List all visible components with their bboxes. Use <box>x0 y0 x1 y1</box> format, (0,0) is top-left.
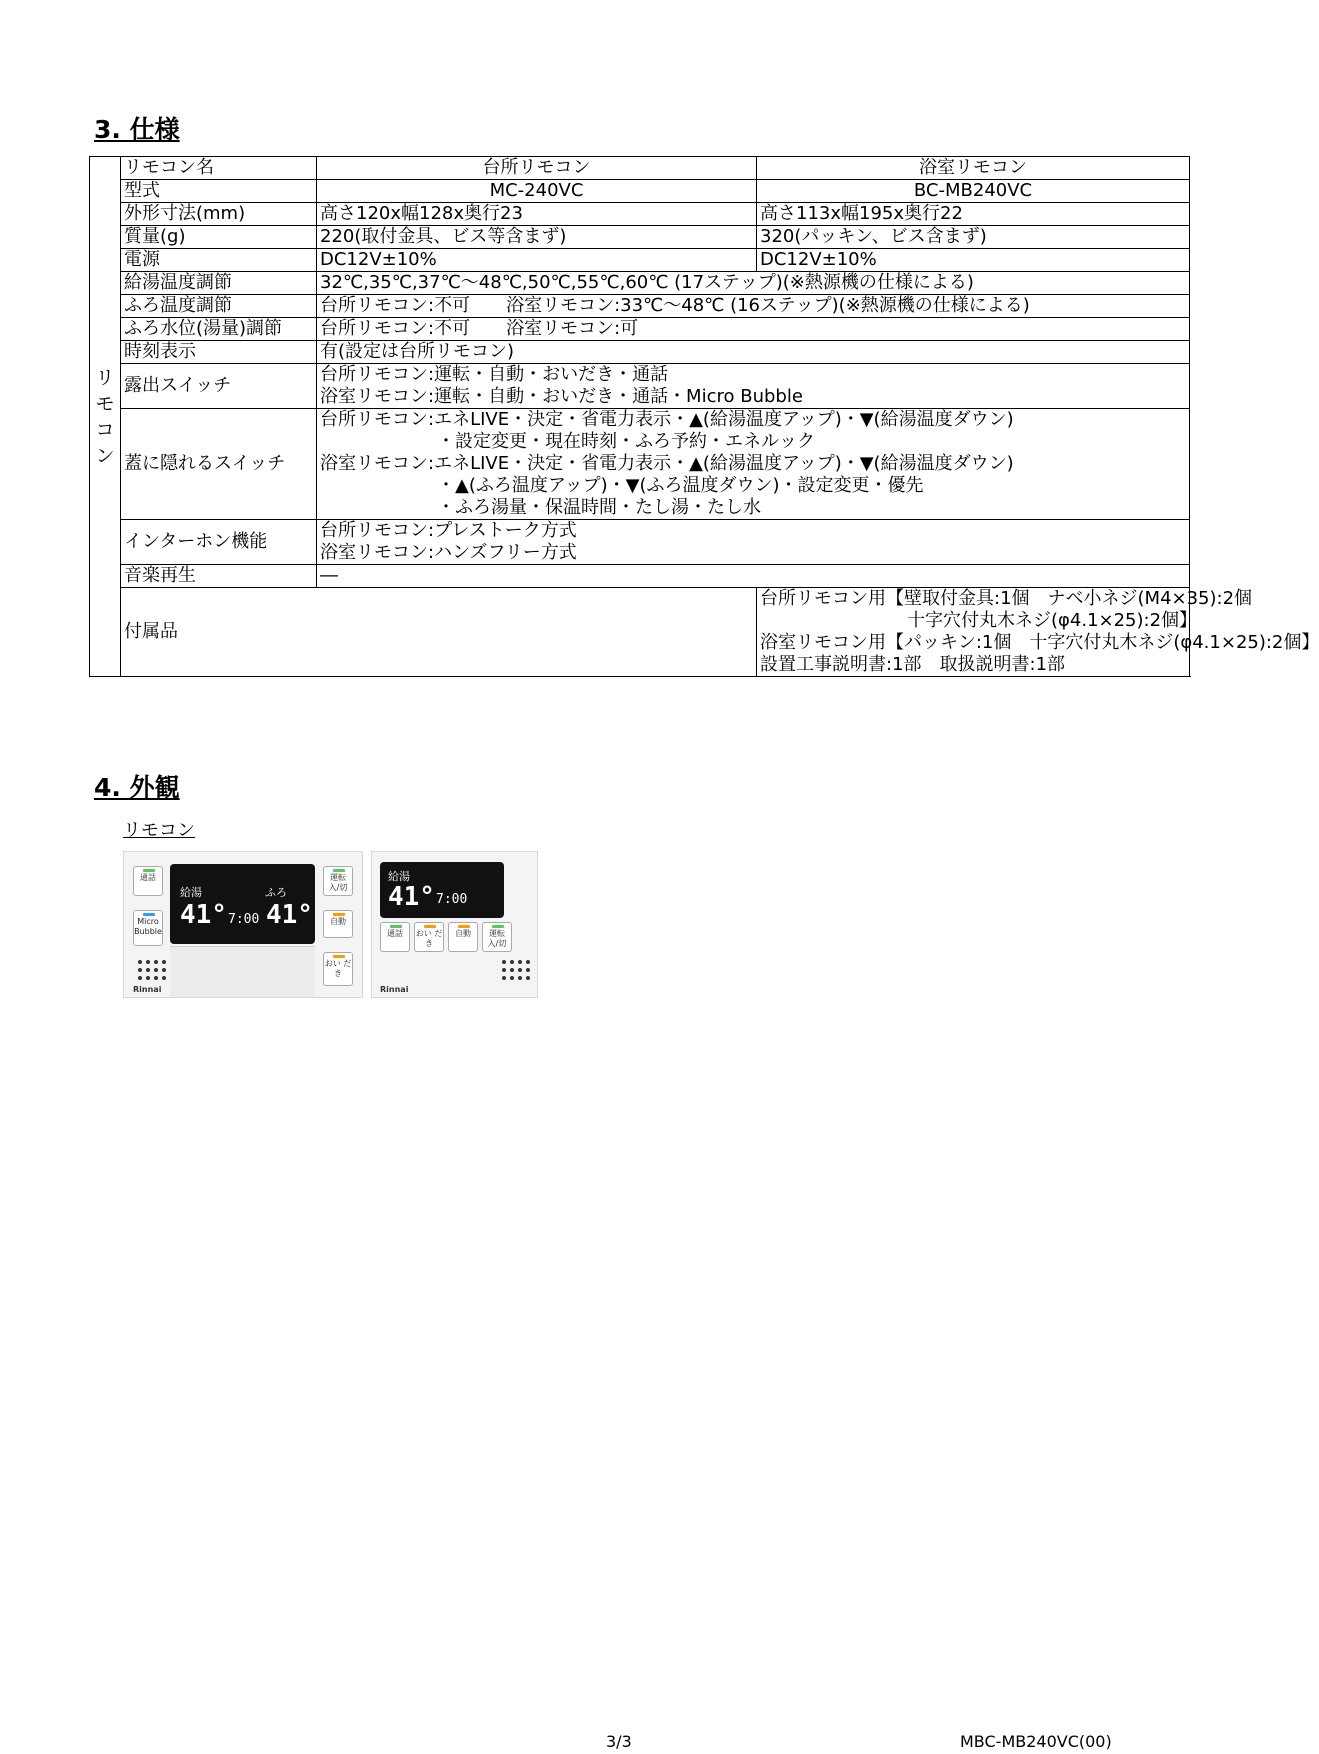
spec-row-power <box>90 249 1190 272</box>
row-label: インターホン機能 <box>121 520 317 565</box>
kitchen-power: DC12V±10% <box>317 249 757 272</box>
spec-table <box>89 156 1319 677</box>
power-button[interactable]: 運転 入/切 <box>482 922 512 952</box>
bath-mass: 320(パッキン、ビス含まず) <box>757 226 1190 249</box>
talk-button[interactable]: 通話 <box>380 922 410 952</box>
music-value: ― <box>317 565 1190 588</box>
bath-remote-image <box>371 851 538 998</box>
row-label: 時刻表示 <box>121 341 317 364</box>
remote-subtitle: リモコン <box>123 820 195 841</box>
spec-row-hidden-switches <box>90 409 1190 520</box>
bath-power: DC12V±10% <box>757 249 1190 272</box>
reheat-button[interactable]: おい だき <box>323 952 353 986</box>
exposed-switches-value: 台所リモコン:運転・自動・おいだき・通話 浴室リモコン:運転・自動・おいだき・通話・Micro Bubble <box>317 364 1190 409</box>
rinnai-logo: Rinnai <box>133 985 162 994</box>
bath-remote-header: 浴室リモコン <box>757 157 1190 180</box>
hot-water-temp-value: 32℃,35℃,37℃～48℃,50℃,55℃,60℃ (17ステップ)(※熱源機の仕様による) <box>317 272 1190 295</box>
row-label: 外形寸法(mm) <box>121 203 317 226</box>
page-number: 3/3 <box>606 1732 632 1751</box>
kitchen-model: MC-240VC <box>317 180 757 203</box>
spec-row-bath-temp <box>90 295 1190 318</box>
power-button[interactable]: 運転 入/切 <box>323 866 353 896</box>
kitchen-remote-image <box>123 851 363 998</box>
spec-row-header <box>90 157 1190 180</box>
bath-dimensions: 高さ113x幅195x奥行22 <box>757 203 1190 226</box>
spec-row-model <box>90 180 1190 203</box>
bath-model: BC-MB240VC <box>757 180 1190 203</box>
bath-level-value: 台所リモコン:不可 浴室リモコン:可 <box>317 318 1190 341</box>
section-3-title: 3. 仕様 <box>94 115 180 144</box>
spec-row-accessories <box>90 588 1190 677</box>
row-label: 付属品 <box>121 588 757 677</box>
spec-row-exposed-switches <box>90 364 1190 409</box>
spec-row-bath-level <box>90 318 1190 341</box>
row-label: 電源 <box>121 249 317 272</box>
spec-row-music <box>90 565 1190 588</box>
bath-temp-value: 台所リモコン:不可 浴室リモコン:33℃～48℃ (16ステップ)(※熱源機の仕様による) <box>317 295 1190 318</box>
spec-row-mass <box>90 226 1190 249</box>
spec-row-dimensions <box>90 203 1190 226</box>
kitchen-remote-display: 給湯 ふろ 41° 7:00 41° <box>170 864 315 944</box>
row-label: 給湯温度調節 <box>121 272 317 295</box>
speaker-grille <box>502 960 530 980</box>
kitchen-mass: 220(取付金具、ビス等含まず) <box>317 226 757 249</box>
row-label: 音楽再生 <box>121 565 317 588</box>
row-label: 露出スイッチ <box>121 364 317 409</box>
kitchen-remote-header: 台所リモコン <box>317 157 757 180</box>
hidden-switches-value: 台所リモコン:エネLIVE・決定・省電力表示・▲(給湯温度アップ)・▼(給湯温度ダウン) ・設定変更・現在時刻・ふろ予約・エネルック 浴室リモコン:エネLIVE・決定・省電力表示・▲(給湯温度アップ)・▼(給湯温度ダウン) ・▲(ふろ温度アップ)・▼(ふろ温度ダウン)・設定変更・優先 ・ふろ湯量・保温時間・たし湯・たし水 <box>317 409 1190 520</box>
micro-bubble-button[interactable]: Micro Bubble <box>133 910 163 946</box>
row-label: 蓋に隠れるスイッチ <box>121 409 317 520</box>
reheat-button[interactable]: おい だき <box>414 922 444 952</box>
section-4-title: 4. 外観 <box>94 773 180 802</box>
row-label: リモコン名 <box>121 157 317 180</box>
talk-button[interactable]: 通話 <box>133 866 163 896</box>
row-label: ふろ水位(湯量)調節 <box>121 318 317 341</box>
side-label: リモコン <box>90 157 121 677</box>
auto-button[interactable]: 自動 <box>448 922 478 952</box>
row-label: 質量(g) <box>121 226 317 249</box>
document-id: MBC-MB240VC(00) <box>960 1732 1112 1751</box>
bath-remote-display: 給湯 41° 7:00 <box>380 862 504 918</box>
clock-value: 有(設定は台所リモコン) <box>317 341 1190 364</box>
intercom-value: 台所リモコン:プレストーク方式 浴室リモコン:ハンズフリー方式 <box>317 520 1190 565</box>
kitchen-dimensions: 高さ120x幅128x奥行23 <box>317 203 757 226</box>
speaker-grille <box>138 960 166 980</box>
accessories-value: 台所リモコン用【壁取付金具:1個 ナベ小ネジ(M4×35):2個 十字穴付丸木ネジ(φ4.1×25):2個】 浴室リモコン用【パッキン:1個 十字穴付丸木ネジ(φ4.1×25):2個】 設置工事説明書:1部 取扱説明書:1部 <box>757 588 1190 677</box>
spec-row-clock <box>90 341 1190 364</box>
row-label: 型式 <box>121 180 317 203</box>
spec-row-intercom <box>90 520 1190 565</box>
row-label: ふろ温度調節 <box>121 295 317 318</box>
rinnai-logo: Rinnai <box>380 985 409 994</box>
spec-row-hot-water-temp <box>90 272 1190 295</box>
auto-button[interactable]: 自動 <box>323 910 353 938</box>
